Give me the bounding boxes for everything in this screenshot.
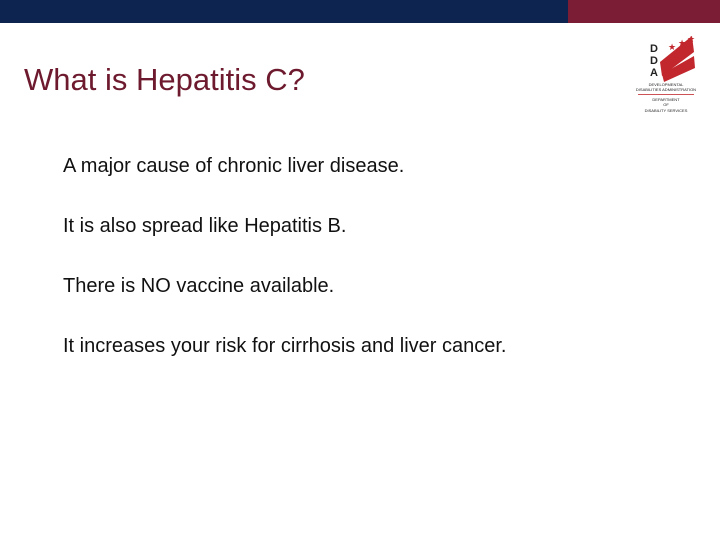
bullet-item: A major cause of chronic liver disease. <box>63 155 405 177</box>
logo-letter: D <box>650 55 658 67</box>
bullet-item: It increases your risk for cirrhosis and liver cancer. <box>63 335 507 357</box>
slide-title: What is Hepatitis C? <box>24 62 305 97</box>
dda-logo-graphic <box>624 36 710 118</box>
top-bar-maroon <box>568 0 720 23</box>
logo-divider <box>638 94 694 95</box>
star-icon: ★ <box>668 42 677 52</box>
logo-caption: DISABILITY SERVICES <box>644 108 688 113</box>
logo-letter: A <box>650 67 658 79</box>
star-icon: ★ <box>687 36 696 44</box>
bullet-item: There is NO vaccine available. <box>63 275 335 297</box>
bullet-item: It is also spread like Hepatitis B. <box>63 215 347 237</box>
logo-caption: DEPARTMENT <box>652 97 680 102</box>
top-bar-navy <box>0 0 568 23</box>
logo-caption: DISABILITIES ADMINISTRATION <box>635 87 697 92</box>
dda-logo <box>624 36 710 118</box>
star-icon: ★ <box>678 38 687 48</box>
bullet-list <box>63 153 507 393</box>
logo-caption: OF <box>663 102 669 107</box>
logo-letter: D <box>650 43 658 55</box>
logo-caption: DEVELOPMENTAL <box>648 82 684 87</box>
